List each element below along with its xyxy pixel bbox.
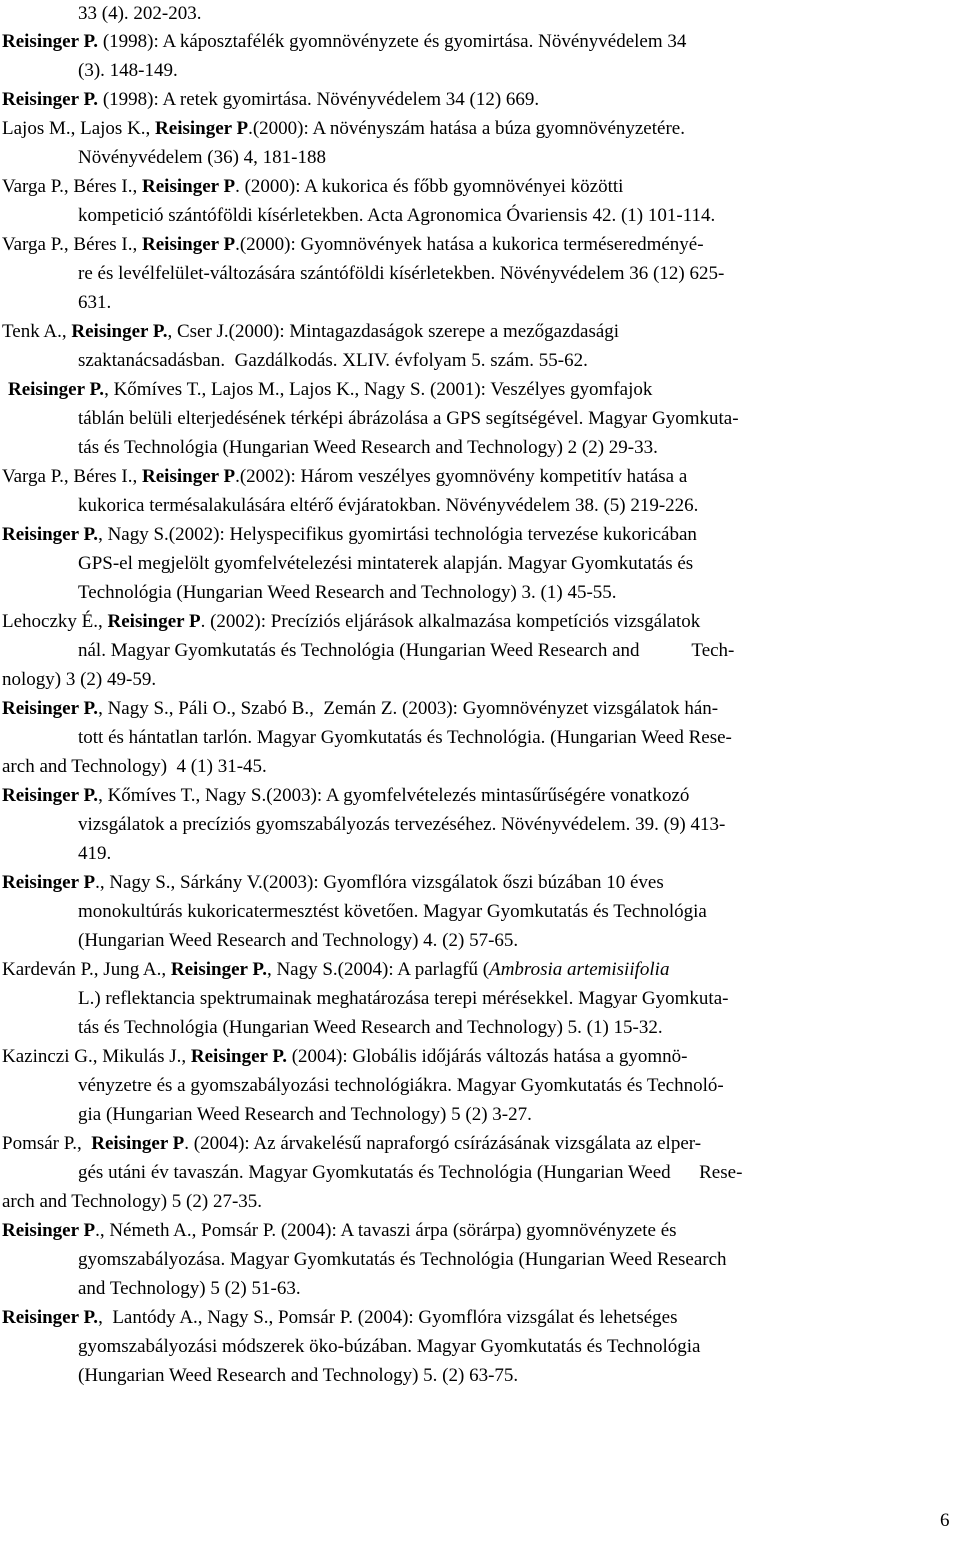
text-segment: , Lantódy A., Nagy S., Pomsár P. (2004): Gyomflóra vizsgálat és lehetséges (98, 1307, 678, 1328)
reference-line (78, 1248, 727, 1272)
text-segment: ., Nagy S., Sárkány V.(2003): Gyomflóra vizsgálatok őszi búzában 10 éves (95, 872, 664, 893)
page-number: 6 (940, 1510, 950, 1531)
text-segment: vizsgálatok a precíziós gyomszabályozás tervezéséhez. Növényvédelem. 39. (9) 413- (78, 814, 726, 835)
reference-line (78, 813, 725, 837)
reference-line (8, 378, 652, 402)
reference-line (2, 697, 718, 721)
reference-line (2, 30, 686, 54)
text-segment: , Nagy S.(2004): A parlagfű ( (266, 959, 490, 980)
reference-line (78, 900, 707, 924)
text-segment: .(2002): Három veszélyes gyomnövény kompetitív hatása a (235, 466, 688, 487)
text-segment: (1998): A káposztafélék gyomnövényzete és gyomirtása. Növényvédelem 34 (98, 31, 687, 52)
text-segment: szaktanácsadásban. Gazdálkodás. XLIV. évfolyam 5. szám. 55-62. (78, 350, 588, 371)
author-name-bold: Reisinger P (142, 466, 236, 487)
author-name-bold: Reisinger P (91, 1133, 185, 1154)
reference-line (78, 494, 698, 518)
text-segment: , Cser J.(2000): Mintagazdaságok szerepe a mezőgazdasági (167, 321, 620, 342)
text-segment: Varga P., Béres I., (2, 234, 143, 255)
text-segment: gia (Hungarian Weed Research and Technology) 5 (2) 3-27. (78, 1104, 532, 1125)
reference-line (2, 1306, 677, 1330)
text-segment: Varga P., Béres I., (2, 466, 143, 487)
reference-line (78, 59, 178, 83)
text-segment: Növényvédelem (36) 4, 181-188 (78, 147, 326, 168)
reference-line (2, 1219, 677, 1243)
text-segment: Kazinczi G., Mikulás J., (2, 1046, 191, 1067)
reference-line (78, 262, 724, 286)
reference-line (2, 668, 156, 692)
text-segment: monokultúrás kukoricatermesztést követően. Magyar Gyomkutatás és Technológia (78, 901, 707, 922)
author-name-bold: Reisinger P (107, 611, 201, 632)
reference-line (2, 755, 267, 779)
reference-line (78, 349, 588, 373)
text-segment: and Technology) 5 (2) 51-63. (78, 1278, 301, 1299)
text-segment: arch and Technology) 4 (1) 31-45. (2, 756, 267, 777)
reference-line (78, 726, 732, 750)
text-segment: vényzetre és a gyomszabályozási technológiákra. Magyar Gyomkutatás és Technoló- (78, 1075, 724, 1096)
reference-line (78, 146, 326, 170)
reference-line (2, 610, 700, 634)
text-segment: Technológia (Hungarian Weed Research and Technology) 3. (1) 45-55. (78, 582, 617, 603)
text-segment: Tenk A., (2, 321, 72, 342)
reference-line (2, 523, 697, 547)
author-name-bold: Reisinger P. (2, 89, 99, 110)
text-segment: Pomsár P., (2, 1133, 92, 1154)
reference-line (2, 465, 687, 489)
author-name-bold: Reisinger P. (190, 1046, 287, 1067)
reference-line (2, 233, 704, 257)
text-segment: Lehoczky É., (2, 611, 108, 632)
text-segment: . (2002): Precíziós eljárások alkalmazása kompetíciós vizsgálatok (200, 611, 701, 632)
text-segment: 631. (78, 292, 112, 313)
text-segment: .(2000): Gyomnövények hatása a kukorica terméseredményé- (235, 234, 704, 255)
reference-line (78, 842, 111, 866)
text-segment: nál. Magyar Gyomkutatás és Technológia (Hungarian Weed Research and Tech- (78, 640, 735, 661)
author-name-bold: Reisinger P (142, 234, 236, 255)
author-name-bold: Reisinger P. (2, 1307, 99, 1328)
reference-line (78, 581, 617, 605)
reference-line (78, 1161, 742, 1185)
reference-line (78, 987, 728, 1011)
text-segment: gyomszabályozása. Magyar Gyomkutatás és Technológia (Hungarian Weed Research (78, 1249, 727, 1270)
text-segment: kompetició szántóföldi kísérletekben. Acta Agronomica Óvariensis 42. (1) 101-114. (78, 205, 716, 226)
author-name-bold: Reisinger P. (2, 524, 99, 545)
text-segment: , Kőmíves T., Nagy S.(2003): A gyomfelvételezés mintasűrűségére vonatkozó (98, 785, 690, 806)
text-segment: (2004): Globális időjárás változás hatása a gyomnö- (286, 1046, 688, 1067)
italic-species-name: Ambrosia artemisiifolia (489, 959, 670, 980)
author-name-bold: Reisinger P. (2, 698, 99, 719)
text-segment: , Kőmíves T., Lajos M., Lajos K., Nagy S. (2001): Veszélyes gyomfajok (104, 379, 653, 400)
text-segment: gés utáni év tavaszán. Magyar Gyomkutatás és Technológia (Hungarian Weed Rese- (78, 1162, 743, 1183)
text-segment: (Hungarian Weed Research and Technology) 5. (2) 63-75. (78, 1365, 519, 1386)
text-segment: 33 (4). 202-203. (78, 3, 202, 24)
author-name-bold: Reisinger P (142, 176, 236, 197)
text-segment: L.) reflektancia spektrumainak meghatározása terepi mérésekkel. Magyar Gyomkuta- (78, 988, 729, 1009)
text-segment: Kardeván P., Jung A., (2, 959, 171, 980)
text-segment: Lajos M., Lajos K., (2, 118, 156, 139)
author-name-bold: Reisinger P. (170, 959, 267, 980)
text-segment: , Nagy S.(2002): Helyspecifikus gyomirtási technológia tervezése kukoricában (98, 524, 697, 545)
reference-line (2, 1132, 701, 1156)
reference-line (78, 1074, 724, 1098)
reference-line (2, 88, 539, 112)
reference-line (2, 1045, 687, 1069)
reference-line (2, 175, 623, 199)
text-segment: (3). 148-149. (78, 60, 178, 81)
reference-line (78, 639, 734, 663)
text-segment: 419. (78, 843, 112, 864)
reference-line (78, 1335, 701, 1359)
reference-line (78, 407, 739, 431)
text-segment: Varga P., Béres I., (2, 176, 143, 197)
reference-line (78, 204, 715, 228)
reference-line (78, 2, 201, 26)
reference-line (2, 871, 664, 895)
text-segment: , Nagy S., Páli O., Szabó B., Zemán Z. (2003): Gyomnövényzet vizsgálatok hán- (98, 698, 719, 719)
text-segment: tás és Technológia (Hungarian Weed Research and Technology) 2 (2) 29-33. (78, 437, 658, 458)
author-name-bold: Reisinger P (155, 118, 249, 139)
author-name-bold: Reisinger P (2, 1220, 96, 1241)
text-segment: tott és hántatlan tarlón. Magyar Gyomkutatás és Technológia. (Hungarian Weed Rese- (78, 727, 732, 748)
text-segment: . (2004): Az árvakelésű napraforgó csírázásának vizsgálata az elper- (184, 1133, 702, 1154)
reference-line (78, 291, 111, 315)
text-segment: (Hungarian Weed Research and Technology) 4. (2) 57-65. (78, 930, 519, 951)
reference-line (2, 117, 685, 141)
author-name-bold: Reisinger P. (8, 379, 105, 400)
text-segment: kukorica termésalakulására eltérő évjáratokban. Növényvédelem 38. (5) 219-226. (78, 495, 699, 516)
author-name-bold: Reisinger P. (2, 31, 99, 52)
reference-line (2, 1190, 262, 1214)
text-segment: nology) 3 (2) 49-59. (2, 669, 157, 690)
reference-line (78, 1103, 532, 1127)
reference-line (2, 320, 619, 344)
text-segment: gyomszabályozási módszerek öko-búzában. Magyar Gyomkutatás és Technológia (78, 1336, 701, 1357)
text-segment: .(2000): A növényszám hatása a búza gyomnövényzetére. (248, 118, 685, 139)
reference-line (78, 1016, 663, 1040)
reference-line (78, 929, 518, 953)
reference-line (78, 1364, 518, 1388)
text-segment: táblán belüli elterjedésének térképi ábrázolása a GPS segítségével. Magyar Gyomkuta- (78, 408, 739, 429)
text-segment: (1998): A retek gyomirtása. Növényvédelem 34 (12) 669. (98, 89, 540, 110)
text-segment: ., Németh A., Pomsár P. (2004): A tavaszi árpa (sörárpa) gyomnövényzete és (95, 1220, 677, 1241)
text-segment: tás és Technológia (Hungarian Weed Research and Technology) 5. (1) 15-32. (78, 1017, 663, 1038)
text-segment: re és levélfelület-változására szántóföldi kísérletekben. Növényvédelem 36 (12) 625- (78, 263, 725, 284)
text-segment: . (2000): A kukorica és főbb gyomnövényei közötti (235, 176, 624, 197)
reference-line (2, 784, 689, 808)
text-segment: GPS-el megjelölt gyomfelvételezési mintaterek alapján. Magyar Gyomkutatás és (78, 553, 694, 574)
text-segment: arch and Technology) 5 (2) 27-35. (2, 1191, 263, 1212)
reference-line (2, 958, 669, 982)
author-name-bold: Reisinger P. (71, 321, 168, 342)
author-name-bold: Reisinger P (2, 872, 96, 893)
author-name-bold: Reisinger P. (2, 785, 99, 806)
reference-line (78, 436, 658, 460)
reference-line (78, 1277, 301, 1301)
reference-line (78, 552, 693, 576)
